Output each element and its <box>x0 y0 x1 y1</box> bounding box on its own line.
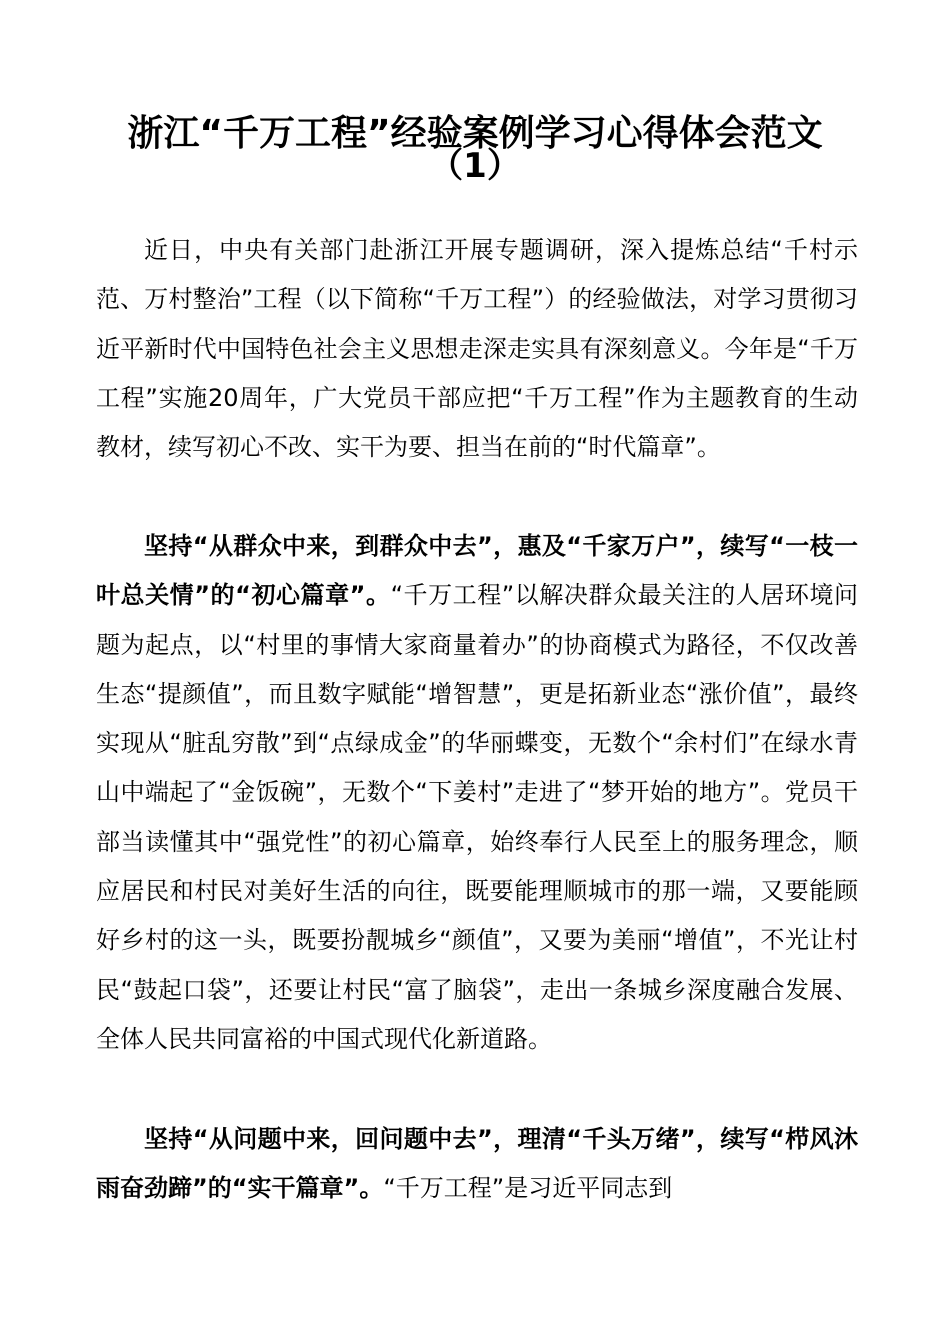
paragraph-text: 近日，中央有关部门赴浙江开展专题调研，深入提炼总结“千村示范、万村整治”工程（以下简称“千万工程”）的经验做法，对学习贯彻习近平新时代中国特色社会主义思想走深走实具有深刻意义。今年是“千万工程”实施20周年，广大党员干部应把“千万工程”作为主题教育的生动教材，续写初心不改、实干为要、担当在前的“时代篇章”。 <box>96 236 858 462</box>
paragraph-text: “千万工程”以解决群众最关注的人居环境问题为起点，以“村里的事情大家商量着办”的协商模式为路径，不仅改善生态“提颜值”，而且数字赋能“增智慧”，更是拓新业态“涨价值”，最终实现从“脏乱穷散”到“点绿成金”的华丽蝶变，无数个“余村们”在绿水青山中端起了“金饭碗”，无数个“下姜村”走进了“梦开始的地方”。党员干部当读懂其中“强党性”的初心篇章，始终奉行人民至上的服务理念，顺应居民和村民对美好生活的向往，既要能理顺城市的那一端，又要能顾好乡村的这一头，既要扮靓城乡“颜值”，又要为美丽“增值”，不光让村民“鼓起口袋”，还要让村民“富了脑袋”，走出一条城乡深度融合发展、全体人民共同富裕的中国式现代化新道路。 <box>96 581 858 1053</box>
paragraph-first-point <box>96 522 858 1064</box>
paragraph-text: “千万工程”是习近平同志到 <box>383 1174 673 1203</box>
document-title: 浙江“千万工程”经验案例学习心得体会范文 <box>127 113 823 154</box>
paragraph-lead: 坚持“从群众中来，到群众中去”，惠及“千家万户”，续写“一枝一叶总关情”的“初心篇章”。 <box>96 532 858 610</box>
document-title-number: （1） <box>429 146 521 186</box>
paragraph-intro <box>96 226 858 472</box>
paragraph-second-point <box>96 1115 858 1214</box>
paragraph-lead: 坚持“从问题中来，回问题中去”，理清“千头万绪”，续写“栉风沐雨奋劲蹄”的“实干篇章”。 <box>96 1125 858 1203</box>
